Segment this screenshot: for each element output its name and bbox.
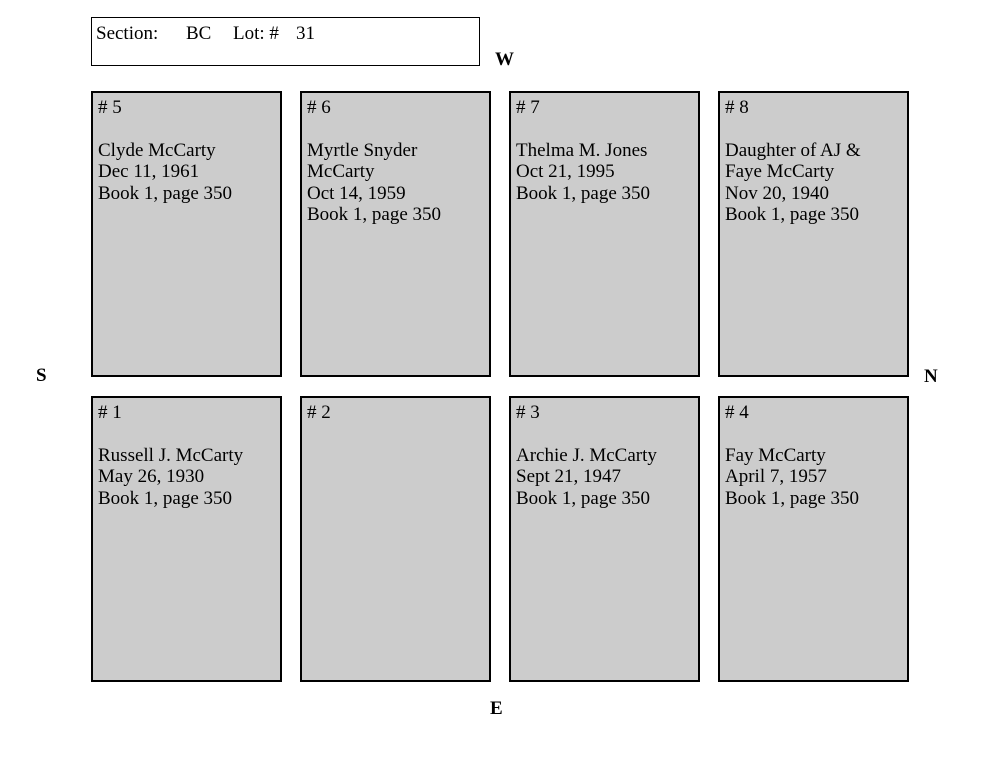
section-label: Section:: [96, 23, 159, 44]
plot-details: [516, 140, 698, 205]
lot-value: 31: [296, 23, 315, 44]
plot-number: # 2: [307, 402, 331, 423]
plot-name: Russell J. McCarty: [98, 444, 244, 466]
plot-details: [98, 140, 280, 205]
plot-details: [725, 445, 907, 510]
plot-date: Sept 21, 1947: [516, 466, 622, 487]
plot-details: [98, 445, 280, 510]
plot-name: Myrtle Snyder: [307, 139, 418, 161]
compass-west: W: [495, 49, 514, 70]
plot-record: Book 1, page 350: [516, 487, 651, 509]
plot-7: [509, 91, 700, 377]
plot-date: Nov 20, 1940: [725, 182, 829, 204]
plot-name: Daughter of AJ &: [725, 139, 861, 161]
plot-date: Oct 21, 1995: [516, 161, 615, 182]
plot-record: Book 1, page 350: [307, 204, 442, 225]
plot-number: # 8: [725, 97, 749, 118]
plot-details: [307, 140, 489, 226]
plot-name-cont: Faye McCarty: [725, 161, 835, 182]
plot-number: # 6: [307, 97, 331, 118]
plot-name: Clyde McCarty: [98, 139, 216, 161]
plot-name: Fay McCarty: [725, 444, 826, 466]
plot-4: [718, 396, 909, 682]
plot-record: Book 1, page 350: [98, 487, 233, 509]
plot-number: # 3: [516, 402, 540, 423]
plot-1: [91, 396, 282, 682]
plot-record: Book 1, page 350: [98, 182, 233, 204]
plot-details: [516, 445, 698, 510]
plot-8: [718, 91, 909, 377]
plot-record: Book 1, page 350: [516, 182, 651, 204]
section-value: BC: [186, 23, 212, 44]
lot-label: Lot: #: [233, 23, 279, 44]
plot-date: May 26, 1930: [98, 466, 205, 487]
section-lot-header: [91, 17, 480, 66]
plot-3: [509, 396, 700, 682]
plot-number: # 4: [725, 402, 749, 423]
plot-number: # 5: [98, 97, 122, 118]
plot-name: Archie J. McCarty: [516, 444, 657, 466]
plot-name-cont: McCarty: [307, 161, 375, 182]
plot-number: # 1: [98, 402, 122, 423]
plot-number: # 7: [516, 97, 540, 118]
plot-5: [91, 91, 282, 377]
plot-date: Dec 11, 1961: [98, 161, 200, 182]
plot-name: Thelma M. Jones: [516, 139, 648, 161]
plot-details: [725, 140, 907, 226]
compass-north: N: [924, 366, 938, 387]
plot-date: Oct 14, 1959: [307, 182, 406, 204]
plot-2: [300, 396, 491, 682]
compass-south: S: [36, 365, 47, 386]
plot-date: April 7, 1957: [725, 466, 827, 487]
plot-record: Book 1, page 350: [725, 487, 860, 509]
compass-east: E: [490, 698, 503, 719]
plot-record: Book 1, page 350: [725, 204, 860, 225]
plot-6: [300, 91, 491, 377]
